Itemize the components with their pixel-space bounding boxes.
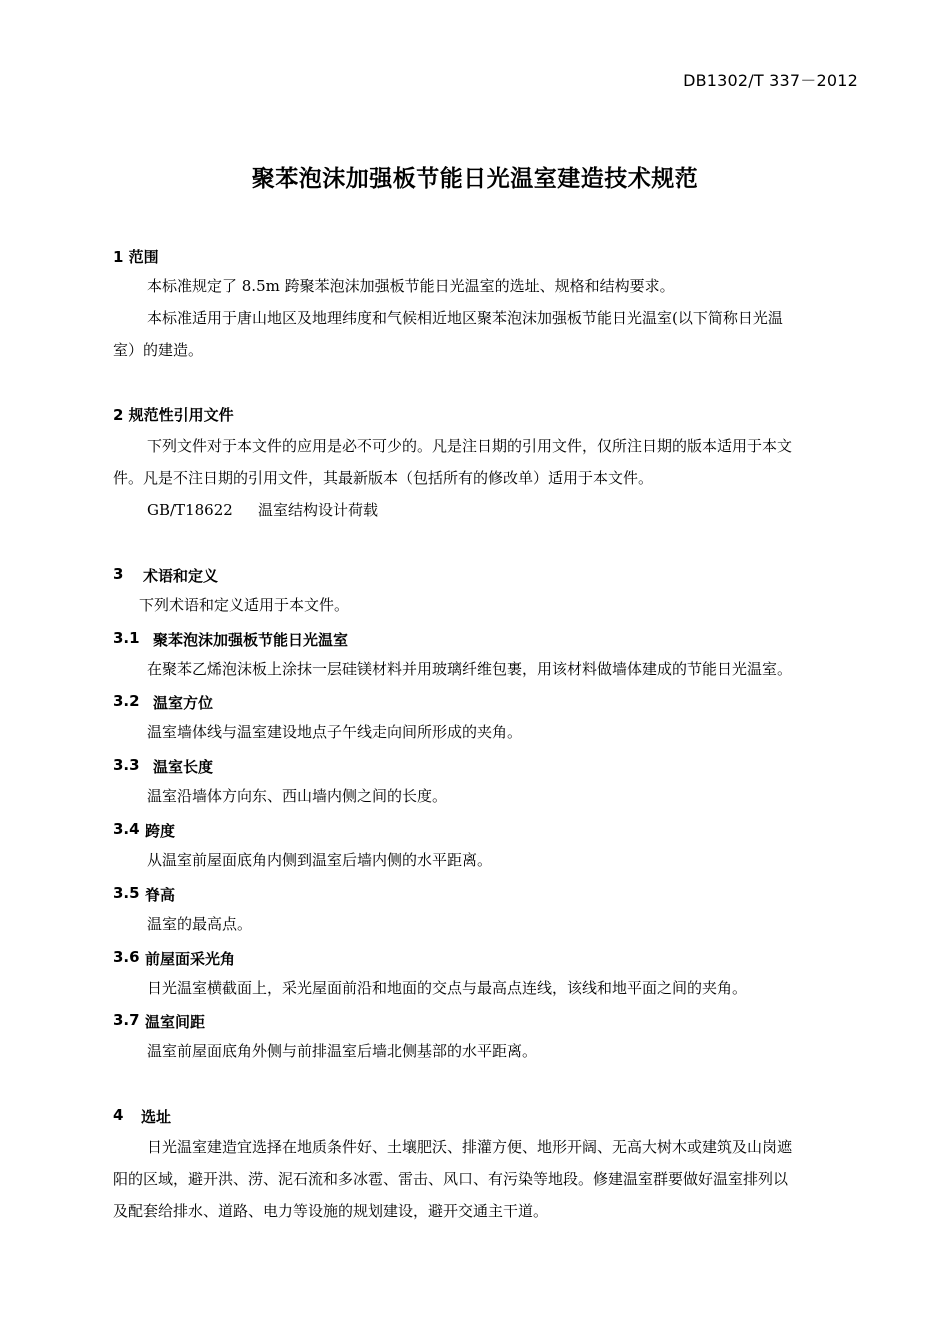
section-4-number: 4 [113,1106,124,1124]
section-4-paragraph-line-1: 日光温室建造宜选择在地质条件好、土壤肥沃、排灌方便、地形开阔、无高大树木或建筑及山岗遮 [147,1138,793,1156]
term-3-4-definition: 从温室前屋面底角内侧到温室后墙内侧的水平距离。 [147,851,493,869]
section-2-paragraph-line-1: 下列文件对于本文件的应用是必不可少的。凡是注日期的引用文件，仅所注日期的版本适用于本文 [147,437,793,455]
reference-title: 温室结构设计荷载 [258,501,379,519]
section-4-paragraph-line-3: 及配套给排水、道路、电力等设施的规划建设，避开交通主干道。 [113,1202,549,1220]
section-3-number: 3 [113,565,124,583]
section-1-paragraph-2-line-1: 本标准适用于唐山地区及地理纬度和气候相近地区聚苯泡沫加强板节能日光温室(以下简称日光温 [147,309,783,327]
section-2-heading: 2 规范性引用文件 [113,406,234,424]
section-3-heading: 术语和定义 [143,567,219,585]
section-2-paragraph-line-2: 件。凡是不注日期的引用文件，其最新版本（包括所有的修改单）适用于本文件。 [113,469,654,487]
term-3-2-definition: 温室墙体线与温室建设地点子午线走向间所形成的夹角。 [147,723,523,741]
term-3-4-heading: 跨度 [145,822,176,840]
term-3-2-heading: 温室方位 [153,694,214,712]
term-3-1-heading: 聚苯泡沫加强板节能日光温室 [153,631,349,649]
term-3-3-heading: 温室长度 [153,758,214,776]
term-3-1-number: 3.1 [113,629,140,647]
term-3-5-heading: 脊高 [145,886,176,904]
term-3-4-number: 3.4 [113,820,140,838]
term-3-7-heading: 温室间距 [145,1013,206,1031]
section-3-intro: 下列术语和定义适用于本文件。 [139,596,350,614]
document-title: 聚苯泡沫加强板节能日光温室建造技术规范 [251,166,699,192]
section-1-heading: 1 范围 [113,248,159,266]
section-1-paragraph-1: 本标准规定了 8.5m 跨聚苯泡沫加强板节能日光温室的选址、规格和结构要求。 [147,277,675,295]
term-3-6-definition: 日光温室横截面上，采光屋面前沿和地面的交点与最高点连线，该线和地平面之间的夹角。 [147,979,748,997]
term-3-3-definition: 温室沿墙体方向东、西山墙内侧之间的长度。 [147,787,448,805]
term-3-5-definition: 温室的最高点。 [147,915,253,933]
document-code: DB1302/T 337－2012 [683,71,858,90]
term-3-6-number: 3.6 [113,948,140,966]
section-4-paragraph-line-2: 阳的区域，避开洪、涝、泥石流和多冰雹、雷击、风口、有污染等地段。修建温室群要做好温室排列以 [113,1170,789,1188]
section-1-paragraph-2-line-2: 室）的建造。 [113,341,204,359]
term-3-3-number: 3.3 [113,756,140,774]
term-3-7-definition: 温室前屋面底角外侧与前排温室后墙北侧基部的水平距离。 [147,1042,538,1060]
section-4-heading: 选址 [141,1108,172,1126]
term-3-1-definition: 在聚苯乙烯泡沫板上涂抹一层硅镁材料并用玻璃纤维包裹，用该材料做墙体建成的节能日光温室。 [147,660,793,678]
reference-code: GB/T18622 [147,501,233,519]
term-3-7-number: 3.7 [113,1011,140,1029]
term-3-5-number: 3.5 [113,884,140,902]
term-3-2-number: 3.2 [113,692,140,710]
term-3-6-heading: 前屋面采光角 [145,950,236,968]
